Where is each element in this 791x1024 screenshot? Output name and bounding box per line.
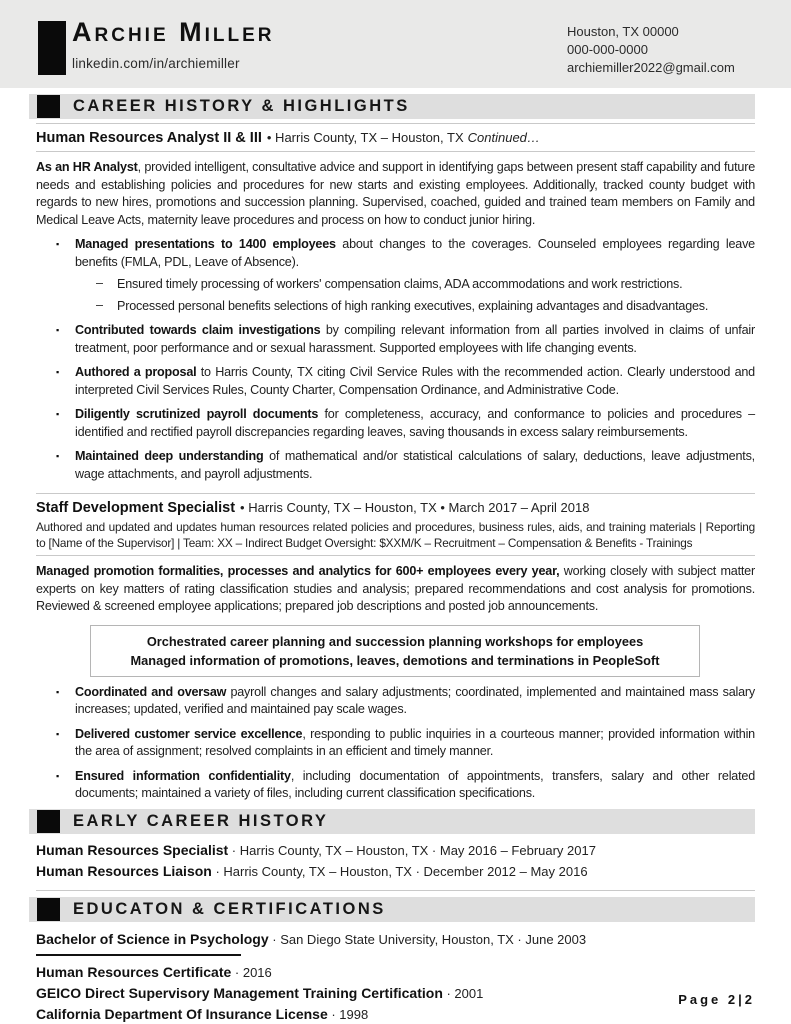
subbullet-item — [36, 276, 755, 293]
bullet-text — [75, 684, 755, 719]
section-early-career-bar — [29, 809, 755, 834]
dash-bullet-icon: – — [96, 276, 104, 290]
bullet-lead: Authored a proposal — [75, 365, 197, 379]
section-career-history-title: CAREER HISTORY & HIGHLIGHTS — [73, 97, 410, 115]
bullet-item — [36, 236, 755, 271]
bullet-lead: Delivered customer service excellence — [75, 726, 303, 741]
section-education-bar — [29, 897, 755, 922]
certification-meta: · 2016 — [231, 964, 272, 980]
bullet-lead: Managed presentations to 1400 employees — [75, 237, 336, 251]
subbullet-item — [36, 298, 755, 315]
early-job-row — [36, 861, 755, 882]
certification-meta: · 2001 — [442, 985, 484, 1001]
header-band — [0, 0, 791, 88]
education-rows — [36, 922, 755, 1024]
job2-bullet-list — [36, 684, 755, 803]
square-bullet-icon: ▪ — [56, 239, 60, 249]
job2-summary-rest: working closely with subject matter experts on key matters of rating classification studies and analysis; prepared recommendations and cost analysis for promotions. Reviewed & screened employee applications; prepared job descriptions and posted job announcements. — [36, 564, 755, 613]
bullet-text — [75, 768, 755, 803]
early-job-meta: · Harris County, TX – Houston, TX · May 2016 – February 2017 — [228, 842, 596, 858]
bullet-rest: , including documentation of appointments, transfers, salary and other related documents; maintained a variety of files, including current classification specifications. — [75, 768, 756, 800]
dash-bullet-icon: – — [96, 298, 104, 312]
degree-meta: · San Diego State University, Houston, TX · June 2003 — [268, 931, 587, 947]
bullet-lead: Maintained deep understanding — [75, 449, 264, 463]
bullet-item — [36, 448, 755, 483]
bullet-text — [75, 406, 755, 441]
bullet-text — [75, 236, 755, 271]
early-job-title: Human Resources Liaison — [36, 862, 212, 879]
degree-row — [36, 929, 755, 950]
bullet-rest: about changes to the coverages. Counseled employees regarding leave benefits (FMLA, PDL, Leave of Absence). — [75, 237, 755, 269]
bullet-rest: by compiling relevant information from all parties involved in claims of unfair treatment, poor performance and or sexual harassment. Supported employees with life changing events. — [75, 323, 755, 355]
square-bullet-icon: ▪ — [56, 770, 60, 781]
job1-title: Human Resources Analyst II & III — [36, 130, 262, 146]
degree-title: Bachelor of Science in Psychology — [36, 929, 269, 950]
job1-summary-lead: As an HR Analyst — [36, 160, 138, 174]
job2-title: Staff Development Specialist — [36, 500, 236, 516]
job1-summary-rest: , provided intelligent, consultative advice and support in identifying gaps between present staff capability and future needs and establishing policies and procedures for new starts and existing employees. Additionally, tracked county budget with regards to new hires, promotions and succession planning. Supervised, coached, guided and trained team members on Family and Medical Leave Acts, maternity leave procedures and process on how to conduct junior hiring. — [36, 160, 756, 227]
square-bullet-icon: ▪ — [56, 325, 60, 335]
section-square-icon — [37, 95, 60, 118]
callout-line: Managed information of promotions, leaves, demotions and terminations in PeopleSoft — [130, 652, 660, 668]
square-bullet-icon: ▪ — [56, 686, 60, 697]
early-job-title: Human Resources Specialist — [36, 841, 229, 858]
contact-location: Houston, TX 00000 — [567, 24, 679, 39]
bullet-item — [36, 364, 755, 399]
bullet-text — [75, 322, 755, 357]
highlight-callout-box — [90, 625, 700, 677]
bullet-rest: to Harris County, TX citing Civil Service Rules with the recommended action. Clearly understood and interpreted Civil Services Rules, County Charter, Compensation Ordinance, and Administrative Code. — [75, 365, 755, 397]
section-square-icon — [37, 898, 60, 921]
job1-summary — [36, 159, 755, 229]
subbullet-text: Ensured timely processing of workers' compensation claims, ADA accommodations and work restrictions. — [117, 277, 683, 291]
certification-rows — [36, 962, 755, 1024]
certification-meta: · 1998 — [327, 1006, 369, 1022]
job1-meta: • Harris County, TX – Houston, TX — [266, 130, 464, 145]
bullet-lead: Diligently scrutinized payroll documents — [75, 407, 319, 421]
certification-title: GEICO Direct Supervisory Management Training Certification — [36, 984, 443, 1001]
certification-row — [36, 1004, 755, 1024]
job2-meta: • Harris County, TX – Houston, TX • March 2017 – April 2018 — [240, 500, 590, 515]
bullet-rest: , responding to public inquiries in a courteous manner; provided information within the area of assignment; resolved complaints in an efficient and timely manner. — [75, 726, 755, 758]
bullet-item — [36, 684, 755, 719]
certification-row — [36, 962, 755, 983]
job2-header — [36, 493, 755, 556]
bullet-rest: for completeness, accuracy, and conformance to policies and procedures – identified and rectified payroll discrepancies regarding leaves, saving thousands in excess salary reimbursements. — [75, 407, 755, 439]
callout-line: Orchestrated career planning and succession planning workshops for employees — [146, 633, 644, 649]
bullet-text — [75, 726, 755, 761]
job1-continued-label: Continued… — [467, 130, 540, 145]
square-bullet-icon: ▪ — [56, 367, 60, 377]
bullet-item — [36, 322, 755, 357]
candidate-name: Archie Miller — [72, 17, 275, 47]
bullet-item — [36, 726, 755, 761]
certification-title: Human Resources Certificate — [36, 963, 232, 980]
contact-block — [567, 23, 735, 77]
early-career-rows — [36, 834, 755, 891]
section-square-icon — [37, 810, 60, 833]
square-bullet-icon: ▪ — [56, 451, 60, 461]
early-career-content — [36, 834, 755, 891]
bullet-rest: of mathematical and/or statistical calculations of salary, deductions, leave adjustments, wage attachments, and payroll adjustments. — [75, 449, 755, 481]
square-bullet-icon: ▪ — [56, 728, 60, 739]
job2-summary — [36, 563, 755, 616]
bullet-text — [75, 448, 755, 483]
brand-block — [38, 21, 66, 75]
career-history-content — [36, 123, 755, 803]
job1-header — [36, 123, 755, 152]
page-number: Page 2|2 — [678, 992, 755, 1007]
job2-subtitle: Authored and updated and updates human resources related policies and procedures, business rules, aids, and training materials | Reporting to [Name of the Supervisor] | Team: XX – Indirect Budget Oversight: $XXM/K – Recruitment – Compensation & Benefits - Trainings — [36, 520, 755, 550]
certification-title: California Department Of Insurance License — [36, 1005, 328, 1022]
education-content — [36, 922, 755, 1024]
bullet-lead: Ensured information confidentiality — [75, 768, 291, 783]
certification-row — [36, 983, 755, 1004]
job1-subbullet-list — [36, 276, 755, 315]
bullet-item — [36, 768, 755, 803]
square-bullet-icon: ▪ — [56, 409, 60, 419]
subbullet-text: Processed personal benefits selections of high ranking executives, explaining advantages and disadvantages. — [117, 299, 709, 313]
linkedin-url: linkedin.com/in/archiemiller — [72, 56, 240, 71]
section-early-career-title: EARLY CAREER HISTORY — [73, 811, 329, 830]
section-career-history-bar — [29, 94, 755, 119]
early-job-meta: · Harris County, TX – Houston, TX · December 2012 – May 2016 — [211, 863, 588, 879]
contact-email: archiemiller2022@gmail.com — [567, 60, 735, 75]
job1-bullet-list — [36, 236, 755, 483]
bullet-rest: payroll changes and salary adjustments; coordinated, implemented and maintained mass salary increases; updated, verified and maintained pay scale wages. — [75, 684, 755, 716]
bullet-text — [75, 364, 755, 399]
bullet-item — [36, 406, 755, 441]
contact-phone: 000-000-0000 — [567, 42, 648, 57]
section-education-title: EDUCATON & CERTIFICATIONS — [73, 899, 386, 918]
bullet-lead: Contributed towards claim investigations — [75, 323, 321, 337]
early-job-row — [36, 840, 755, 861]
bullet-lead: Coordinated and oversaw — [75, 684, 227, 699]
job2-summary-lead: Managed promotion formalities, processes and analytics for 600+ employees every year, — [36, 564, 560, 578]
